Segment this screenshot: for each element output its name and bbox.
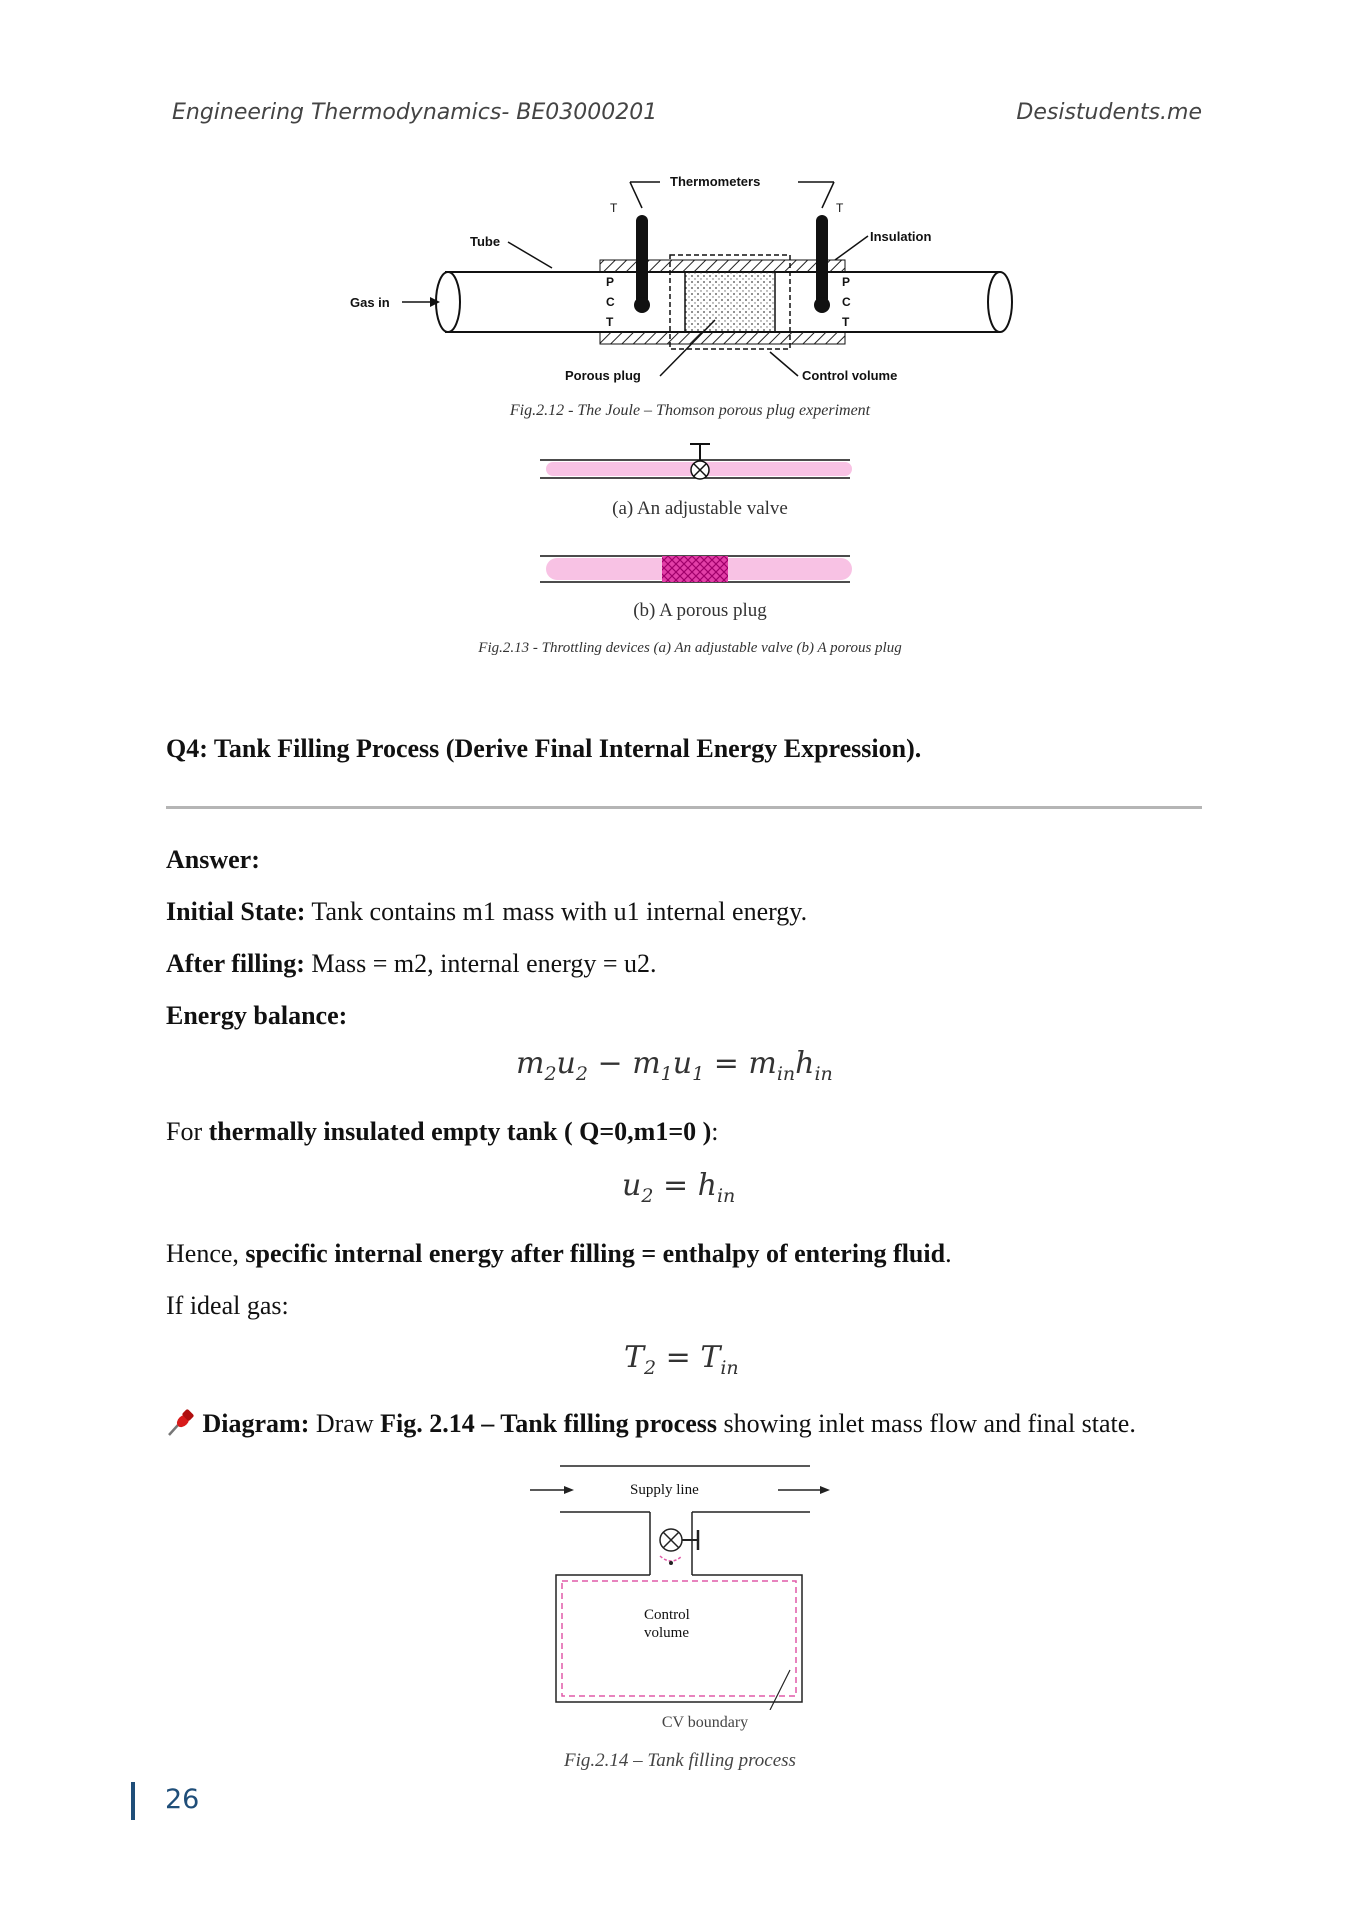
after-filling-label: After filling: <box>166 949 305 978</box>
figure-porous-plug <box>540 548 860 588</box>
divider <box>166 806 1202 809</box>
label-thermometers: Thermometers <box>670 174 761 189</box>
hence-line: Hence, specific internal energy after filling = enthalpy of entering fluid. <box>166 1239 952 1268</box>
fig212-caption: Fig.2.12 - The Joule – Thomson porous plug experiment <box>509 402 871 419</box>
hence-conclusion: specific internal energy after filling = enthalpy of entering fluid <box>245 1239 946 1268</box>
after-filling-text: Mass = m2, internal energy = u2. <box>304 949 657 978</box>
label-control-volume: Control volume <box>802 368 898 383</box>
label-t1: T <box>606 315 614 329</box>
fig213-caption: Fig.2.13 - Throttling devices (a) An adjustable valve (b) A porous plug <box>478 640 902 656</box>
label-gas-in: Gas in <box>350 295 390 310</box>
answer-label: Answer: <box>166 845 260 874</box>
equation-u2-hin: $u_2 = h_{in}$ <box>622 1168 736 1207</box>
insulated-tank-condition: thermally insulated empty tank ( Q=0,m1=0 ) <box>208 1117 712 1146</box>
header-course-title: Engineering Thermodynamics- BE03000201 <box>172 100 658 125</box>
header-site-name: Desistudents.me <box>1016 100 1202 125</box>
label-t2-top: T <box>836 201 844 215</box>
label-t1-top: T <box>610 201 618 215</box>
insulated-tank-line: For thermally insulated empty tank ( Q=0,m1=0 ): <box>166 1117 719 1146</box>
label-p1: P <box>606 275 615 289</box>
label-volume: volume <box>644 1625 689 1641</box>
question-title: Q4: Tank Filling Process (Derive Final Internal Energy Expression). <box>166 734 922 763</box>
fig213-label-a: (a) An adjustable valve <box>612 498 788 519</box>
page-number: 26 <box>165 1784 200 1815</box>
diagram-instruction-line: Diagram: Draw Fig. 2.14 – Tank filling process showing inlet mass flow and final state. <box>166 1408 1136 1440</box>
pushpin-icon <box>166 1409 196 1437</box>
page-number-bar <box>131 1782 135 1820</box>
label-p2: P <box>842 275 851 289</box>
figure-adjustable-valve <box>540 438 860 488</box>
after-filling-line <box>166 948 657 980</box>
equation-t2-tin: $T_2 = T_{in}$ <box>624 1340 739 1379</box>
label-insulation: Insulation <box>870 229 932 244</box>
equation-energy-balance: $m_2u_2 - m_1u_1 = m_{in}h_{in}$ <box>516 1046 833 1085</box>
fig214-caption: Fig.2.14 – Tank filling process <box>564 1750 796 1771</box>
fig213-label-b: (b) A porous plug <box>633 600 767 621</box>
label-c1: C <box>606 295 615 309</box>
label-t2: T <box>842 315 850 329</box>
label-supply-line: Supply line <box>630 1482 699 1498</box>
label-porous-plug: Porous plug <box>565 368 641 383</box>
energy-balance-label: Energy balance: <box>166 1001 348 1030</box>
figure-joule-thomson-diagram <box>330 160 1050 410</box>
diagram-figure-ref: Fig. 2.14 – Tank filling process <box>380 1409 717 1438</box>
label-control: Control <box>644 1607 690 1623</box>
label-c2: C <box>842 295 851 309</box>
initial-state-line <box>166 896 807 928</box>
initial-state-text: Tank contains m1 mass with u1 internal energy. <box>305 897 808 926</box>
diagram-label: Diagram: <box>202 1409 310 1438</box>
label-cv-boundary: CV boundary <box>661 1714 749 1731</box>
figure-tank-filling <box>520 1460 850 1710</box>
ideal-gas-line: If ideal gas: <box>166 1291 289 1320</box>
label-tube: Tube <box>470 234 501 249</box>
initial-state-label: Initial State: <box>166 897 306 926</box>
